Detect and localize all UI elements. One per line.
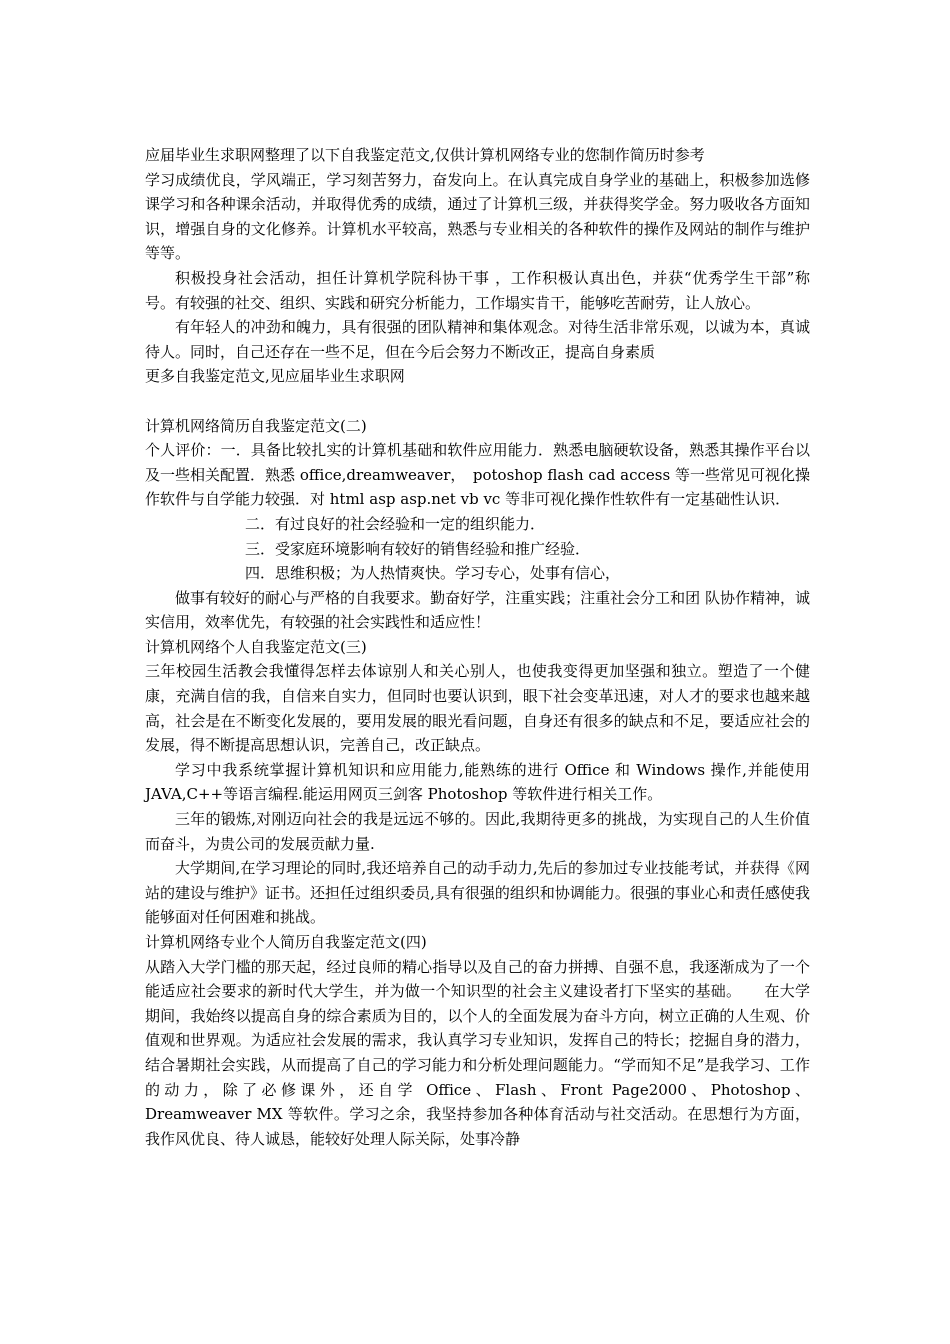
section2-title: 计算机网络简历自我鉴定范文(二) [145, 416, 367, 435]
section2-paragraph-1: 个人评价：一．具备比较扎实的计算机基础和软件应用能力．熟悉电脑硬软设备，熟悉其操作平台以及一些相关配置．熟悉 office,dreamweaver， potoshop flash cad access 等一些常见可视化操作软件与自学能力较强．对 html asp asp.net vb vc 等非可视化操作性软件有一定基础性认识． [145, 441, 810, 509]
intro-line: 应届毕业生求职网整理了以下自我鉴定范文,仅供计算机网络专业的您制作简历时参考 [145, 146, 705, 164]
section3-paragraph-4: 大学期间,在学习理论的同时,我还培养自己的动手动力,先后的参加过专业技能考试，并获得《网站的建设与维护》证书。还担任过组织委员,具有很强的组织和协调能力。很强的事业心和责任感使我能够面对任何困难和挑战。 [145, 859, 810, 927]
section3-paragraph-3: 三年的锻炼,对刚迈向社会的我是远远不够的。因此,我期待更多的挑战，为实现自己的人生价值而奋斗，为贵公司的发展贡献力量. [145, 810, 810, 853]
section2-item-2: 二．有过良好的社会经验和一定的组织能力． [245, 514, 546, 533]
blank-line [145, 389, 810, 414]
section3-title: 计算机网络个人自我鉴定范文(三) [145, 637, 367, 656]
section3-paragraph-1: 三年校园生活教会我懂得怎样去体谅别人和关心别人，也使我变得更加坚强和独立。塑造了一个健康，充满自信的我，自信来自实力，但同时也要认识到，眼下社会变革迅速，对人才的要求也越来越高，社会是在不断变化发展的，要用发展的眼光看问题，自身还有很多的缺点和不足，要适应社会的发展，得不断提高思想认识，完善自己，改正缺点。 [145, 662, 810, 755]
section4-paragraph-1: 从踏入大学门槛的那天起，经过良师的精心指导以及自己的奋力拼搏、自强不息，我逐渐成为了一个能适应社会要求的新时代大学生，并为做一个知识型的社会主义建设者打下坚实的基础。 在大学期间，我始终以提高自身的综合素质为目的，以个人的全面发展为奋斗方向，树立正确的人生观、价值观和世界观。为适应社会发展的需求，我认真学习专业知识，发挥自己的特长；挖掘自身的潜力，结合暑期社会实践，从而提高了自己的学习能力和分析处理问题能力。“学而知不足”是我学习、工作的动力，除了必修课外，还自学 Office、Flash、Front Page2000、Photoshop、Dreamweaver MX 等软件。学习之余，我坚持参加各种体育活动与社交活动。在思想行为方面，我作风优良、待人诚恳，能较好处理人际关际，处事冷静 [145, 957, 810, 1148]
section2-paragraph-2: 做事有较好的耐心与严格的自我要求。勤奋好学，注重实践；注重社会分工和团 队协作精神，诚实信用，效率优先，有较强的社会实践性和适应性！ [145, 588, 810, 632]
section4-title: 计算机网络专业个人简历自我鉴定范文(四) [145, 933, 427, 951]
section1-paragraph-3: 有年轻人的冲劲和魄力，具有很强的团队精神和集体观念。对待生活非常乐观，以诚为本，真诚待人。同时，自己还存在一些不足，但在今后会努力不断改正，提高自身素质 [145, 318, 810, 361]
section1-paragraph-2: 积极投身社会活动，担任计算机学院科协干事 ，工作积极认真出色，并获“优秀学生干部”称号。有较强的社交、组织、实践和研究分析能力，工作塌实肯干，能够吃苦耐劳，让人放心。 [145, 268, 810, 312]
document-body [145, 143, 810, 1151]
section2-item-3: 三．受家庭环境影响有较好的销售经验和推广经验． [245, 539, 591, 558]
section3-paragraph-2: 学习中我系统掌握计算机知识和应用能力,能熟练的进行 Office 和 Windows 操作,并能使用 JAVA,C++等语言编程.能运用网页三剑客 Photoshop 等软件进行相关工作。 [145, 760, 810, 804]
more-link-text: 更多自我鉴定范文,见应届毕业生求职网 [145, 367, 405, 386]
section1-paragraph-1: 学习成绩优良，学风端正，学习刻苦努力，奋发向上。在认真完成自身学业的基础上，积极参加选修课学习和各种课余活动，并取得优秀的成绩，通过了计算机三级，并获得奖学金。努力吸收各方面知识，增强自身的文化修养。计算机水平较高，熟悉与专业相关的各种软件的操作及网站的制作与维护等等。 [145, 170, 810, 263]
section2-item-4: 四．思维积极；为人热情爽快。学习专心，处事有信心， [245, 564, 621, 583]
